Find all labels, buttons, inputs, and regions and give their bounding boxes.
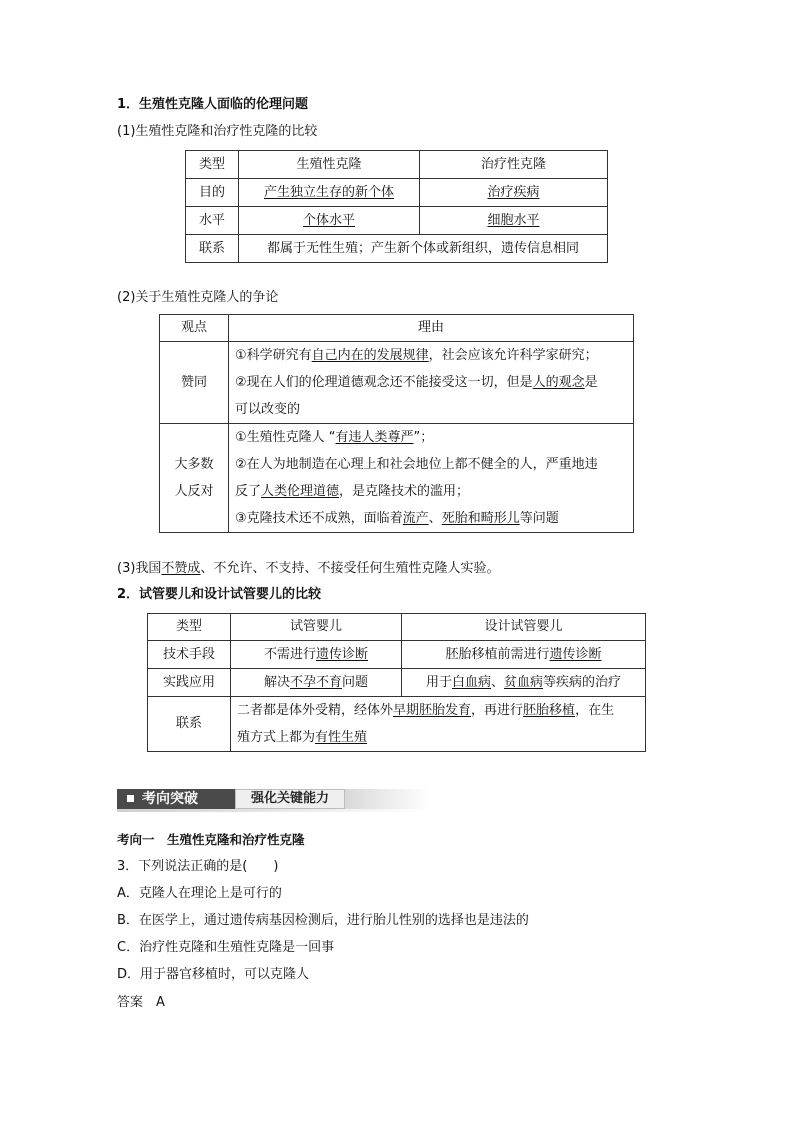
banner-right-label: 强化关键能力 bbox=[235, 789, 345, 809]
table-cell: 都属于无性生殖；产生新个体或新组织，遗传信息相同 bbox=[239, 235, 608, 263]
question-stem: 3．下列说法正确的是( ) bbox=[117, 859, 279, 874]
table-header: 类型 bbox=[148, 614, 231, 641]
square-icon bbox=[127, 795, 134, 802]
table-row bbox=[186, 235, 608, 263]
ivf-comparison-table bbox=[147, 613, 646, 752]
row-label: 赞同 bbox=[160, 342, 229, 424]
table-row: 实践应用 解决不孕不育问题 用于白血病、贫血病等疾病的治疗 bbox=[148, 669, 646, 697]
row-label: 联系 bbox=[186, 235, 239, 263]
table-header: 观点 bbox=[160, 315, 229, 342]
table-header: 试管婴儿 bbox=[231, 614, 402, 641]
table-cell: 治疗疾病 bbox=[487, 184, 540, 200]
debate-table bbox=[159, 314, 634, 533]
section-2-heading: 2．试管婴儿和设计试管婴儿的比较 bbox=[117, 587, 322, 602]
subsection-3-text: (3)我国不赞成、不允许、不支持、不接受任何生殖性克隆人实验。 bbox=[117, 561, 500, 576]
table-row bbox=[186, 179, 608, 207]
table-cell: 个体水平 bbox=[302, 212, 355, 228]
option-d: D．用于器官移植时，可以克隆人 bbox=[117, 967, 310, 982]
table-row: 技术手段 不需进行遗传诊断 胚胎移植前需进行遗传诊断 bbox=[148, 641, 646, 669]
table-cell: 细胞水平 bbox=[487, 212, 540, 228]
section-1-heading: 1．生殖性克隆人面临的伦理问题 bbox=[117, 97, 309, 112]
row-label: 联系 bbox=[148, 697, 231, 752]
subsection-1-title: (1)生殖性克隆和治疗性克隆的比较 bbox=[117, 124, 318, 139]
option-b: B．在医学上，通过遗传病基因检测后，进行胎儿性别的选择也是违法的 bbox=[117, 913, 529, 928]
row-label: 水平 bbox=[186, 207, 239, 235]
table-row: 联系 二者都是体外受精，经体外早期胚胎发育，再进行胚胎移植，在生 殖方式上都为有性生殖 bbox=[148, 697, 646, 752]
table-cell: 产生独立生存的新个体 bbox=[263, 184, 394, 200]
section-banner bbox=[117, 786, 430, 812]
answer-line: 答案 A bbox=[117, 995, 165, 1010]
row-label: 目的 bbox=[186, 179, 239, 207]
table-header: 治疗性克隆 bbox=[420, 151, 608, 179]
row-label: 大多数 人反对 bbox=[160, 424, 229, 533]
table-row: 大多数 人反对 ①生殖性克隆人 “有违人类尊严”； ②在人为地制造在心理上和社会地位上都不健全的人，严重地违 反了人类伦理道德，是克隆技术的滥用； ③克隆技术还不成熟，面临着流产、死胎和畸形儿等问题 bbox=[160, 424, 634, 533]
table-header: 类型 bbox=[186, 151, 239, 179]
row-label: 实践应用 bbox=[148, 669, 231, 697]
option-a: A．克隆人在理论上是可行的 bbox=[117, 886, 282, 901]
table-row: 赞同 ①科学研究有自己内在的发展规律，社会应该允许科学家研究； ②现在人们的伦理道德观念还不能接受这一切，但是人的观念是 可以改变的 bbox=[160, 342, 634, 424]
row-label: 技术手段 bbox=[148, 641, 231, 669]
table-row bbox=[186, 207, 608, 235]
table-header: 设计试管婴儿 bbox=[402, 614, 646, 641]
subsection-2-title: (2)关于生殖性克隆人的争论 bbox=[117, 290, 279, 305]
cloning-comparison-table bbox=[185, 150, 608, 263]
table-header: 生殖性克隆 bbox=[239, 151, 420, 179]
table-header: 理由 bbox=[229, 315, 634, 342]
option-c: C．治疗性克隆和生殖性克隆是一回事 bbox=[117, 940, 335, 955]
topic-heading: 考向一 生殖性克隆和治疗性克隆 bbox=[117, 832, 305, 847]
banner-left-label: 考向突破 bbox=[117, 789, 235, 809]
